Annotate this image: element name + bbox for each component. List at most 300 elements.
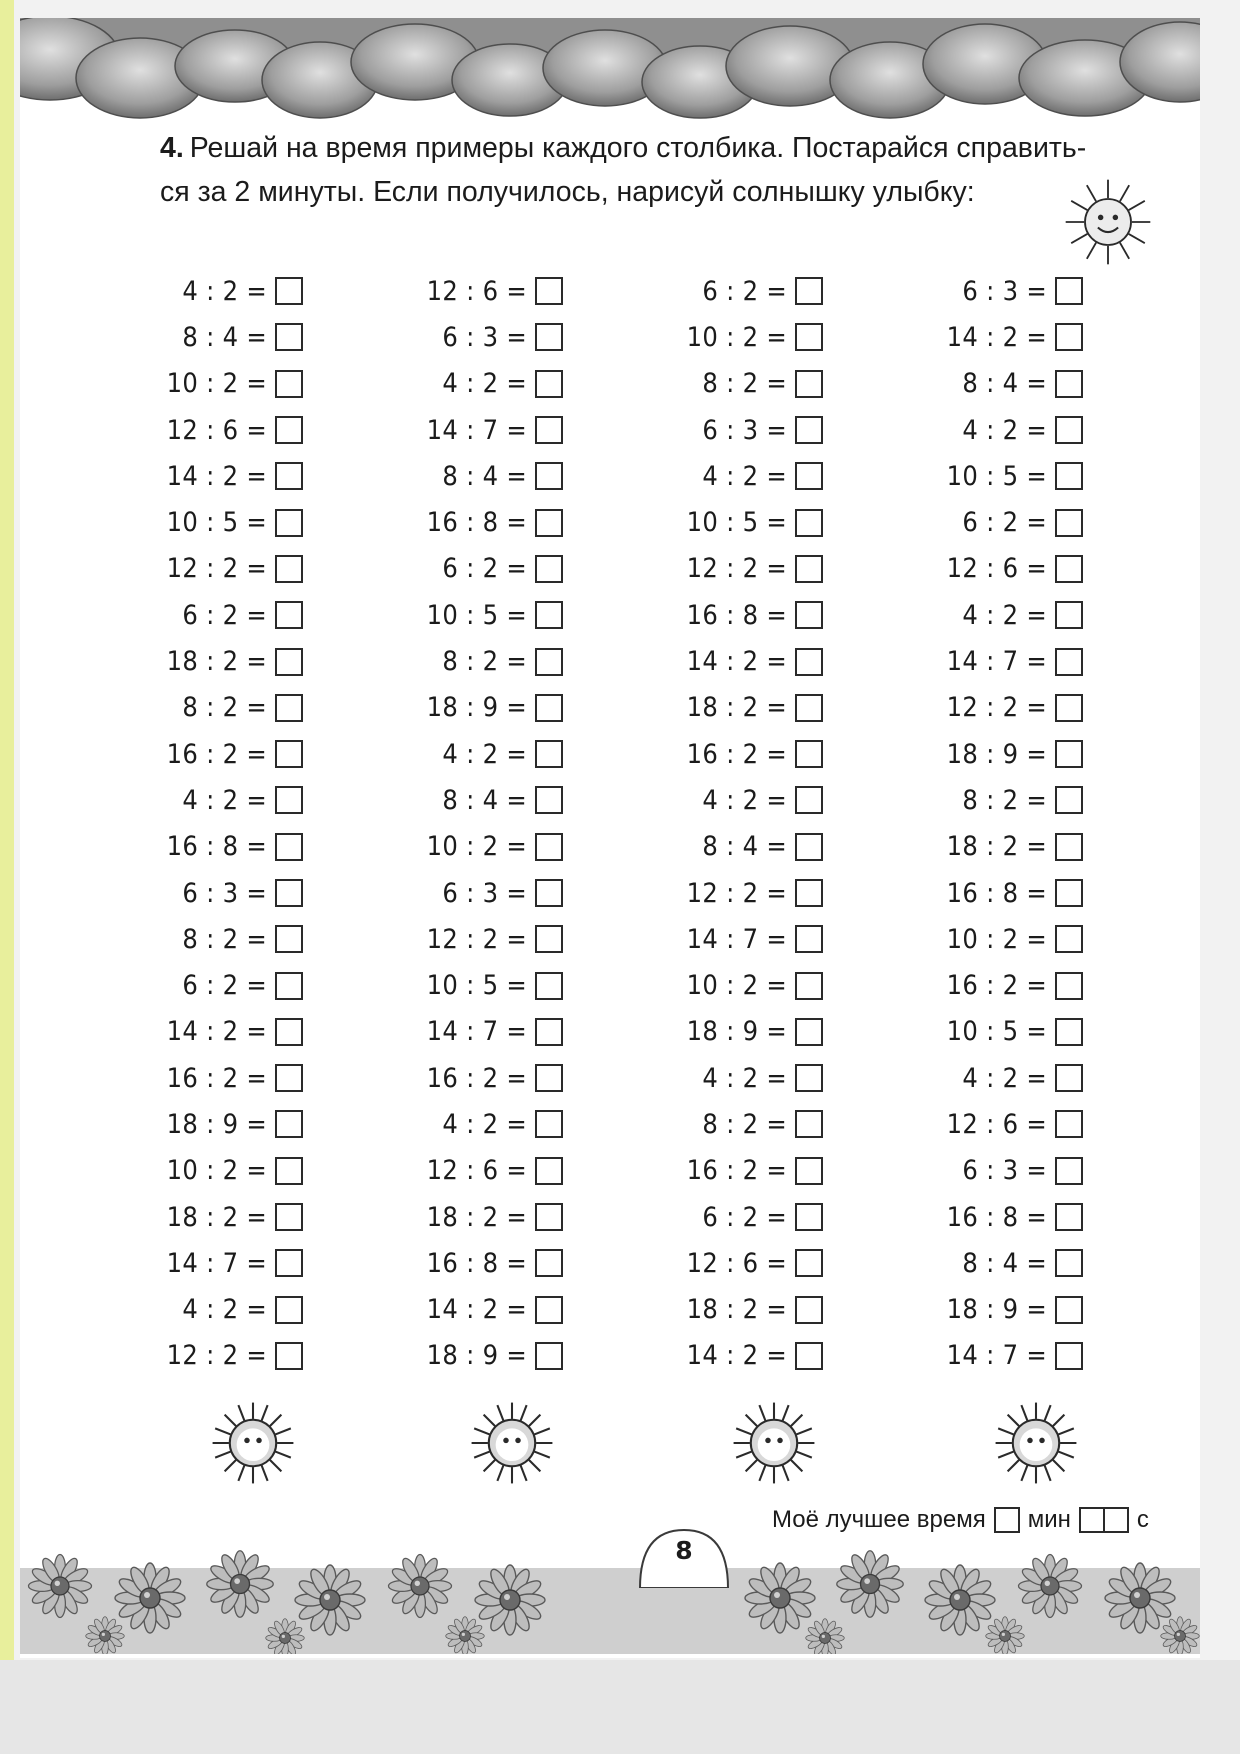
example-row — [373, 407, 563, 453]
answer-box[interactable] — [275, 833, 303, 861]
example-row — [373, 1148, 563, 1194]
example-row — [113, 777, 303, 823]
example-row — [893, 916, 1083, 962]
example-row — [113, 499, 303, 545]
example-row — [633, 1194, 823, 1240]
example-expression: 12 : 2 = — [686, 553, 787, 585]
answer-box[interactable] — [1055, 833, 1083, 861]
example-expression: 12 : 2 = — [166, 1340, 267, 1372]
example-expression: 8 : 2 = — [182, 692, 267, 724]
page-number: 8 — [675, 1536, 693, 1565]
example-row — [373, 731, 563, 777]
example-expression: 16 : 2 = — [686, 738, 787, 770]
example-row — [373, 916, 563, 962]
example-expression: 14 : 7 = — [166, 1247, 267, 1279]
answer-box[interactable] — [795, 1296, 823, 1324]
example-row — [373, 1194, 563, 1240]
example-row — [633, 592, 823, 638]
example-row — [893, 453, 1083, 499]
example-expression: 10 : 2 = — [946, 923, 1047, 955]
example-expression: 16 : 8 = — [686, 599, 787, 631]
example-row — [113, 731, 303, 777]
example-expression: 4 : 2 = — [702, 1062, 787, 1094]
sun-face-icon[interactable] — [731, 1400, 817, 1486]
answer-box[interactable] — [795, 462, 823, 490]
example-row — [893, 1240, 1083, 1286]
example-expression: 18 : 2 = — [946, 831, 1047, 863]
example-row — [633, 1009, 823, 1055]
answer-box[interactable] — [1055, 1157, 1083, 1185]
example-expression: 16 : 8 = — [426, 507, 527, 539]
sun-face-icon[interactable] — [210, 1400, 296, 1486]
clouds-decoration — [20, 18, 1200, 136]
example-expression: 12 : 2 = — [166, 553, 267, 585]
answer-box[interactable] — [795, 1203, 823, 1231]
flowers-decoration — [20, 1528, 1200, 1654]
example-expression: 8 : 4 = — [442, 460, 527, 492]
task-number: 4. — [160, 132, 184, 164]
example-row — [893, 407, 1083, 453]
answer-box[interactable] — [535, 1157, 563, 1185]
example-row — [633, 824, 823, 870]
example-expression: 18 : 9 = — [946, 1294, 1047, 1326]
example-row — [373, 824, 563, 870]
example-expression: 6 : 3 = — [442, 877, 527, 909]
scan-edge — [0, 0, 14, 1754]
answer-box[interactable] — [1055, 1203, 1083, 1231]
answer-box[interactable] — [535, 370, 563, 398]
answer-box[interactable] — [275, 786, 303, 814]
example-row — [893, 314, 1083, 360]
answer-box[interactable] — [535, 879, 563, 907]
example-expression: 14 : 7 = — [426, 1016, 527, 1048]
example-row — [373, 962, 563, 1008]
answer-box[interactable] — [1055, 925, 1083, 953]
example-expression: 18 : 2 = — [686, 1294, 787, 1326]
answer-box[interactable] — [535, 277, 563, 305]
example-row — [113, 916, 303, 962]
example-row — [113, 1333, 303, 1379]
example-row — [113, 546, 303, 592]
example-row — [633, 1148, 823, 1194]
answer-box[interactable] — [1055, 648, 1083, 676]
example-row — [633, 361, 823, 407]
example-row — [113, 407, 303, 453]
answer-box[interactable] — [275, 925, 303, 953]
example-row — [113, 1009, 303, 1055]
answer-box[interactable] — [1055, 1110, 1083, 1138]
answer-box[interactable] — [275, 1064, 303, 1092]
example-expression: 8 : 2 = — [702, 368, 787, 400]
example-row — [893, 824, 1083, 870]
example-row — [113, 592, 303, 638]
example-row — [373, 453, 563, 499]
example-row — [633, 638, 823, 684]
examples-column-1 — [113, 268, 303, 1379]
answer-box[interactable] — [795, 601, 823, 629]
example-row — [373, 592, 563, 638]
example-expression: 8 : 4 = — [442, 784, 527, 816]
example-expression: 4 : 2 = — [962, 414, 1047, 446]
answer-box[interactable] — [1055, 1296, 1083, 1324]
answer-box[interactable] — [795, 648, 823, 676]
answer-box[interactable] — [535, 786, 563, 814]
answer-box[interactable] — [1055, 555, 1083, 583]
answer-box[interactable] — [535, 555, 563, 583]
answer-box[interactable] — [535, 1203, 563, 1231]
example-expression: 10 : 2 = — [686, 321, 787, 353]
answer-box[interactable] — [795, 1018, 823, 1046]
answer-box[interactable] — [535, 925, 563, 953]
example-row — [113, 1287, 303, 1333]
workbook-page — [20, 18, 1200, 1658]
answer-box[interactable] — [795, 833, 823, 861]
answer-box[interactable] — [275, 1296, 303, 1324]
answer-box[interactable] — [535, 1110, 563, 1138]
example-row — [893, 1287, 1083, 1333]
example-row — [633, 777, 823, 823]
answer-box[interactable] — [535, 509, 563, 537]
example-expression: 10 : 5 = — [686, 507, 787, 539]
example-row — [113, 1240, 303, 1286]
answer-box[interactable] — [275, 509, 303, 537]
example-row — [113, 1148, 303, 1194]
example-row — [633, 499, 823, 545]
example-row — [893, 1194, 1083, 1240]
examples-column-3 — [633, 268, 823, 1379]
example-row — [633, 1287, 823, 1333]
example-expression: 12 : 6 = — [426, 1155, 527, 1187]
example-row — [893, 638, 1083, 684]
example-row — [373, 361, 563, 407]
example-row — [373, 870, 563, 916]
example-row — [373, 1333, 563, 1379]
answer-box[interactable] — [795, 925, 823, 953]
example-expression: 10 : 5 = — [946, 1016, 1047, 1048]
example-expression: 4 : 2 = — [702, 784, 787, 816]
example-expression: 4 : 2 = — [962, 1062, 1047, 1094]
answer-box[interactable] — [275, 1203, 303, 1231]
example-expression: 18 : 2 = — [686, 692, 787, 724]
answer-box[interactable] — [275, 972, 303, 1000]
answer-box[interactable] — [1055, 277, 1083, 305]
sun-face-icon[interactable] — [469, 1400, 555, 1486]
example-row — [633, 916, 823, 962]
task-instructions — [160, 126, 1190, 214]
example-row — [373, 1101, 563, 1147]
example-row — [633, 453, 823, 499]
answer-box[interactable] — [795, 879, 823, 907]
example-expression: 6 : 2 = — [702, 275, 787, 307]
example-expression: 10 : 2 = — [166, 1155, 267, 1187]
example-expression: 16 : 2 = — [166, 738, 267, 770]
answer-box[interactable] — [275, 740, 303, 768]
answer-box[interactable] — [535, 1342, 563, 1370]
example-row — [113, 1101, 303, 1147]
scan-background — [0, 1660, 1240, 1754]
example-row — [893, 1148, 1083, 1194]
example-row — [113, 453, 303, 499]
example-expression: 6 : 3 = — [702, 414, 787, 446]
example-row — [893, 546, 1083, 592]
example-expression: 14 : 2 = — [166, 1016, 267, 1048]
example-expression: 4 : 2 = — [182, 275, 267, 307]
minutes-unit: мин — [1027, 1506, 1071, 1533]
example-row — [893, 685, 1083, 731]
example-expression: 16 : 8 = — [946, 877, 1047, 909]
example-expression: 6 : 2 = — [702, 1201, 787, 1233]
answer-box[interactable] — [795, 277, 823, 305]
answer-box[interactable] — [535, 833, 563, 861]
example-expression: 14 : 2 = — [166, 460, 267, 492]
example-expression: 4 : 2 = — [442, 1108, 527, 1140]
example-row — [373, 1009, 563, 1055]
sun-face-icon[interactable] — [993, 1400, 1079, 1486]
answer-box[interactable] — [275, 1110, 303, 1138]
example-row — [373, 268, 563, 314]
answer-box[interactable] — [1055, 740, 1083, 768]
example-row — [633, 1055, 823, 1101]
example-row — [633, 685, 823, 731]
example-expression: 10 : 5 = — [166, 507, 267, 539]
answer-box[interactable] — [535, 694, 563, 722]
seconds-unit: с — [1136, 1506, 1149, 1533]
answer-box[interactable] — [535, 1018, 563, 1046]
answer-box[interactable] — [1055, 416, 1083, 444]
example-row — [893, 1333, 1083, 1379]
answer-box[interactable] — [1055, 879, 1083, 907]
example-expression: 16 : 2 = — [426, 1062, 527, 1094]
example-expression: 8 : 2 = — [962, 784, 1047, 816]
answer-box[interactable] — [795, 1157, 823, 1185]
example-expression: 14 : 7 = — [426, 414, 527, 446]
answer-box[interactable] — [1055, 1064, 1083, 1092]
example-row — [893, 361, 1083, 407]
answer-box[interactable] — [1055, 694, 1083, 722]
example-expression: 10 : 2 = — [686, 970, 787, 1002]
example-expression: 14 : 2 = — [686, 646, 787, 678]
example-expression: 8 : 4 = — [182, 321, 267, 353]
example-row — [893, 777, 1083, 823]
example-row — [113, 638, 303, 684]
answer-box[interactable] — [275, 370, 303, 398]
example-row — [113, 962, 303, 1008]
answer-box[interactable] — [535, 648, 563, 676]
answer-box[interactable] — [1055, 323, 1083, 351]
task-text-line-2: ся за 2 минуты. Если получилось, нарисуй солнышку улыбку: — [160, 176, 975, 208]
answer-box[interactable] — [275, 555, 303, 583]
answer-box[interactable] — [1055, 509, 1083, 537]
example-expression: 14 : 2 = — [946, 321, 1047, 353]
example-expression: 18 : 9 = — [166, 1108, 267, 1140]
example-expression: 14 : 7 = — [946, 646, 1047, 678]
example-row — [893, 962, 1083, 1008]
example-row — [113, 268, 303, 314]
example-expression: 16 : 2 = — [686, 1155, 787, 1187]
answer-box[interactable] — [795, 972, 823, 1000]
answer-box[interactable] — [535, 1296, 563, 1324]
task-text-line-1: Решай на время примеры каждого столбика. Постарайся справить- — [189, 132, 1087, 164]
answer-box[interactable] — [795, 740, 823, 768]
example-expression: 16 : 2 = — [166, 1062, 267, 1094]
example-row — [113, 824, 303, 870]
example-expression: 16 : 8 = — [166, 831, 267, 863]
example-row — [633, 870, 823, 916]
answer-box[interactable] — [535, 601, 563, 629]
example-row — [893, 592, 1083, 638]
answer-box[interactable] — [275, 1018, 303, 1046]
answer-box[interactable] — [1055, 972, 1083, 1000]
answer-box[interactable] — [795, 370, 823, 398]
example-expression: 12 : 6 = — [946, 1108, 1047, 1140]
answer-box[interactable] — [275, 416, 303, 444]
answer-box[interactable] — [535, 462, 563, 490]
answer-box[interactable] — [1055, 786, 1083, 814]
example-expression: 18 : 9 = — [426, 1340, 527, 1372]
example-expression: 6 : 3 = — [442, 321, 527, 353]
example-expression: 8 : 2 = — [702, 1108, 787, 1140]
example-row — [113, 361, 303, 407]
example-row — [373, 1240, 563, 1286]
example-expression: 10 : 5 = — [426, 970, 527, 1002]
example-row — [373, 685, 563, 731]
example-row — [373, 499, 563, 545]
example-expression: 18 : 2 = — [166, 1201, 267, 1233]
answer-box[interactable] — [275, 462, 303, 490]
answer-box[interactable] — [795, 694, 823, 722]
example-row — [113, 685, 303, 731]
example-expression: 12 : 6 = — [426, 275, 527, 307]
example-row — [373, 638, 563, 684]
example-row — [633, 731, 823, 777]
example-expression: 6 : 2 = — [182, 970, 267, 1002]
example-row — [633, 1240, 823, 1286]
example-row — [893, 870, 1083, 916]
sun-icon — [1062, 176, 1154, 268]
example-row — [373, 1055, 563, 1101]
answer-box[interactable] — [275, 601, 303, 629]
example-row — [633, 1333, 823, 1379]
answer-box[interactable] — [535, 416, 563, 444]
example-expression: 12 : 2 = — [946, 692, 1047, 724]
answer-box[interactable] — [535, 972, 563, 1000]
answer-box[interactable] — [1055, 1249, 1083, 1277]
answer-box[interactable] — [275, 323, 303, 351]
answer-box[interactable] — [795, 509, 823, 537]
answer-box[interactable] — [275, 648, 303, 676]
answer-box[interactable] — [275, 1249, 303, 1277]
example-expression: 10 : 2 = — [426, 831, 527, 863]
example-row — [633, 314, 823, 360]
example-row — [633, 546, 823, 592]
answer-box[interactable] — [795, 1249, 823, 1277]
example-expression: 4 : 2 = — [182, 784, 267, 816]
example-expression: 4 : 2 = — [442, 368, 527, 400]
example-expression: 10 : 5 = — [426, 599, 527, 631]
answer-box[interactable] — [535, 1249, 563, 1277]
example-expression: 14 : 2 = — [686, 1340, 787, 1372]
answer-box[interactable] — [535, 1064, 563, 1092]
example-expression: 12 : 6 = — [686, 1247, 787, 1279]
example-expression: 16 : 8 = — [426, 1247, 527, 1279]
example-expression: 12 : 6 = — [166, 414, 267, 446]
example-expression: 14 : 2 = — [426, 1294, 527, 1326]
examples-column-2 — [373, 268, 563, 1379]
example-expression: 16 : 8 = — [946, 1201, 1047, 1233]
example-expression: 14 : 7 = — [946, 1340, 1047, 1372]
answer-box[interactable] — [535, 323, 563, 351]
examples-column-4 — [893, 268, 1083, 1379]
example-expression: 12 : 6 = — [946, 553, 1047, 585]
answer-box[interactable] — [795, 416, 823, 444]
example-expression: 16 : 2 = — [946, 970, 1047, 1002]
answer-box[interactable] — [1055, 1342, 1083, 1370]
answer-box[interactable] — [1055, 462, 1083, 490]
example-row — [893, 1101, 1083, 1147]
answer-box[interactable] — [1055, 370, 1083, 398]
example-expression: 18 : 2 = — [166, 646, 267, 678]
example-row — [373, 1287, 563, 1333]
answer-box[interactable] — [275, 277, 303, 305]
answer-box[interactable] — [275, 879, 303, 907]
example-expression: 18 : 2 = — [426, 1201, 527, 1233]
answer-box[interactable] — [275, 694, 303, 722]
answer-box[interactable] — [795, 1110, 823, 1138]
example-expression: 4 : 2 = — [442, 738, 527, 770]
example-row — [633, 407, 823, 453]
example-expression: 6 : 3 = — [962, 1155, 1047, 1187]
example-expression: 10 : 5 = — [946, 460, 1047, 492]
answer-box[interactable] — [795, 323, 823, 351]
example-expression: 12 : 2 = — [426, 923, 527, 955]
example-row — [633, 1101, 823, 1147]
answer-box[interactable] — [535, 740, 563, 768]
example-expression: 8 : 4 = — [962, 1247, 1047, 1279]
example-expression: 8 : 4 = — [702, 831, 787, 863]
example-row — [113, 870, 303, 916]
example-expression: 6 : 2 = — [182, 599, 267, 631]
example-expression: 4 : 2 = — [702, 460, 787, 492]
example-expression: 6 : 3 = — [182, 877, 267, 909]
answer-box[interactable] — [275, 1342, 303, 1370]
example-row — [893, 268, 1083, 314]
example-row — [893, 731, 1083, 777]
answer-box[interactable] — [1055, 1018, 1083, 1046]
example-expression: 18 : 9 = — [946, 738, 1047, 770]
example-row — [893, 1055, 1083, 1101]
answer-box[interactable] — [795, 1064, 823, 1092]
example-expression: 6 : 2 = — [442, 553, 527, 585]
example-row — [373, 314, 563, 360]
example-expression: 4 : 2 = — [962, 599, 1047, 631]
example-expression: 8 : 2 = — [182, 923, 267, 955]
example-expression: 18 : 9 = — [686, 1016, 787, 1048]
example-expression: 4 : 2 = — [182, 1294, 267, 1326]
example-row — [113, 1055, 303, 1101]
answer-box[interactable] — [795, 1342, 823, 1370]
example-expression: 6 : 2 = — [962, 507, 1047, 539]
example-row — [373, 777, 563, 823]
example-expression: 10 : 2 = — [166, 368, 267, 400]
answer-box[interactable] — [795, 555, 823, 583]
answer-box[interactable] — [275, 1157, 303, 1185]
example-expression: 18 : 9 = — [426, 692, 527, 724]
example-row — [113, 314, 303, 360]
best-time-label: Моё лучшее время — [772, 1506, 986, 1533]
answer-box[interactable] — [795, 786, 823, 814]
example-row — [893, 1009, 1083, 1055]
answer-box[interactable] — [1055, 601, 1083, 629]
